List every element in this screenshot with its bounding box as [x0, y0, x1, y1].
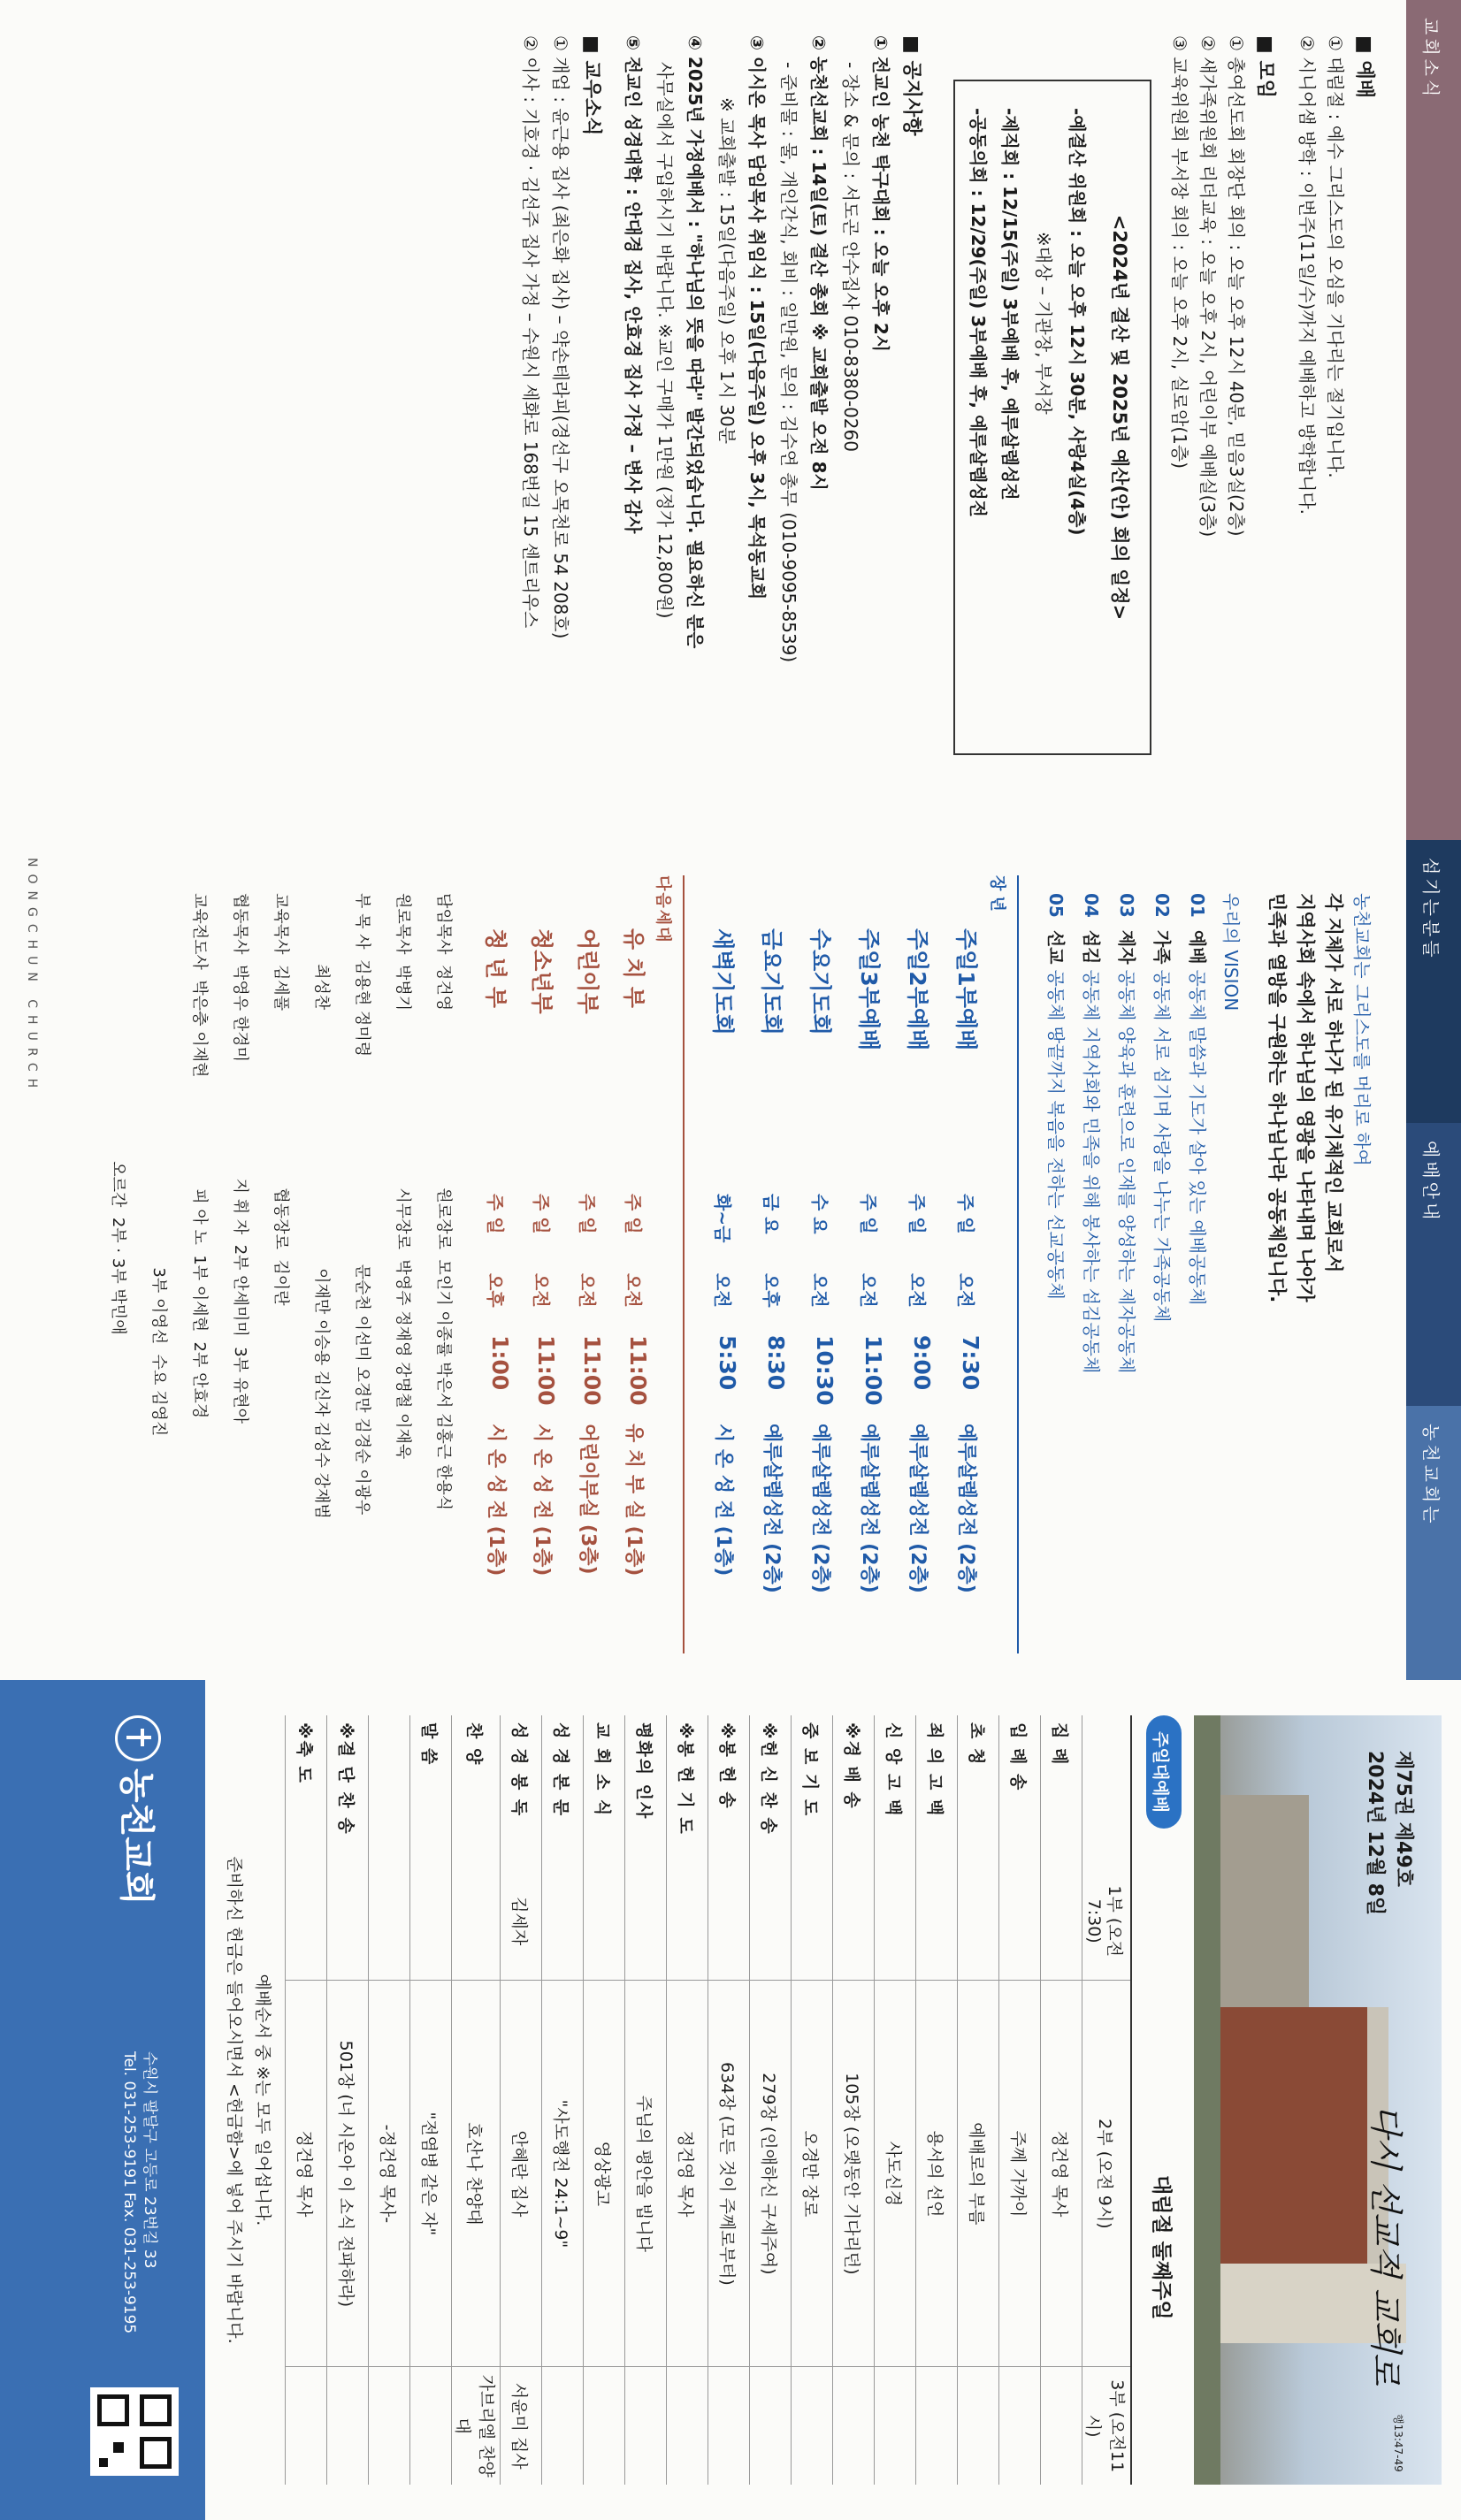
order-cell [369, 2367, 410, 2485]
order-cell: 영상광고 [584, 1981, 625, 2367]
notice-item-6: ※ 교회출발 : 15일(다음주일) 오후 1시 30분 [716, 97, 738, 445]
order-cell: 주께 가까이 [999, 1981, 1041, 2367]
order-cell [667, 2367, 708, 2485]
vision-number: 02 [1151, 893, 1173, 918]
order-cell: 501장 (너 시온아 이 소식 전파하라) [327, 1981, 369, 2367]
order-cell [410, 1862, 452, 1981]
order-row [792, 1715, 833, 2485]
budget-line-2: ※대상 – 기관장, 부서장 [1033, 232, 1054, 415]
schedule-cell: 주일3부예배 [856, 928, 882, 1051]
schedule-row [838, 928, 886, 1653]
order-label [369, 1715, 410, 1862]
schedule-cell: 금요기도회 [759, 928, 784, 1035]
order-label: ※봉 헌 기 도 [667, 1715, 708, 1862]
vision-text: 공동체 지역사회와 민족을 위해 봉사하는 섬김공동체 [1081, 969, 1102, 1374]
schedule-row [513, 928, 559, 1653]
order-row [286, 1715, 327, 2485]
order-cell: -정건영 목사- [369, 1981, 410, 2367]
vision-item [1080, 893, 1105, 1373]
schedule-cell: 시 온 성 전 (1층) [712, 1424, 734, 1577]
order-row [625, 1715, 667, 2485]
staff-line: 협동목사 박영우 한경미 지 휘 자 2부 안세미미 3부 유현아 [231, 893, 249, 1424]
next-divider [683, 875, 685, 1653]
order-cell [452, 1862, 501, 1981]
order-cell: 정건영 목사 [286, 1981, 327, 2367]
schedule-cell: 오전 [531, 1273, 552, 1308]
worship-title: ■ 예배 [1353, 35, 1375, 98]
logo-cross-horizontal [141, 1729, 144, 1746]
order-row [999, 1715, 1041, 2485]
order-cell [1041, 1862, 1082, 1981]
cover-panel [0, 1680, 1461, 2520]
order-row [916, 1715, 958, 2485]
order-cell [327, 1862, 369, 1981]
order-cell: 가브리엘 찬양대 [452, 2367, 501, 2485]
order-cell [327, 2367, 369, 2485]
order-label: 말 씀 [410, 1715, 452, 1862]
order-cell [999, 1862, 1041, 1981]
schedule-row [935, 928, 983, 1653]
order-of-worship [285, 1715, 1132, 2485]
schedule-cell: 주일1부예배 [953, 928, 979, 1051]
order-cell [369, 1862, 410, 1981]
order-cell [833, 2367, 875, 2485]
schedule-cell: 새벽기도회 [710, 928, 736, 1035]
order-head-blank [1082, 1715, 1132, 1862]
order-cell [286, 1862, 327, 1981]
order-cell: 정건영 목사 [1041, 1981, 1082, 2367]
order-cell [916, 1862, 958, 1981]
order-label: 중 보 기 도 [792, 1715, 833, 1862]
issue-date: 2024년 12월 8일 [1364, 1751, 1386, 1916]
order-label: 성 경 본 문 [542, 1715, 584, 1862]
order-cell: 서윤미 집사 [501, 2367, 542, 2485]
order-row [501, 1715, 542, 2485]
schedule-row [740, 928, 789, 1653]
budget-schedule-box [953, 80, 1151, 755]
order-cell: "사도행전 24:1~9" [542, 1981, 584, 2367]
member-news-title: ■ 교우소식 [580, 35, 602, 136]
intro-line-2: 각 지체가 서로 하나가 된 유기체적인 교회로서 [1323, 893, 1344, 1273]
schedule-cell: 청소년부 [529, 928, 555, 1014]
order-cell [750, 1862, 792, 1981]
order-label: 성 경 봉 독 [501, 1715, 542, 1862]
worship-item-1: ① 대림절 : 예수 그리스도의 오심을 기다리는 절기입니다. [1325, 35, 1346, 478]
qr-finder-3 [97, 2394, 129, 2426]
building-brick-wall [1194, 2007, 1371, 2272]
staff-line: 오르간 2부 · 3부 박민애 [109, 893, 127, 1335]
vision-head: 가족 [1151, 929, 1173, 965]
schedule-cell: 시 온 성 전 (1층) [485, 1424, 507, 1577]
worship-item-2: ② 시니어샘 방학 : 이번주(11일/수)까지 예배하고 방학합니다. [1297, 35, 1318, 515]
budget-box-title: <2024년 결산 및 2025년 예산(안) 회의 일정> [1109, 214, 1130, 621]
vision-title: 우리의 VISION [1220, 893, 1242, 1012]
church-building-photo [1194, 1715, 1442, 2485]
schedule-cell: 주 일 [623, 1194, 644, 1234]
order-label: 찬 양 [452, 1715, 501, 1862]
order-cell [625, 1862, 667, 1981]
cover-footer [0, 1680, 205, 2520]
ministry-bar-label: 섬기는분들 [1420, 858, 1442, 961]
order-cell [584, 1862, 625, 1981]
slogan: 다시 선교적 교회로 [1366, 2104, 1405, 2386]
order-cell: 사도신경 [875, 1981, 916, 2367]
intro-line-3: 지역사회 속에서 하나님의 영광을 나타내며 나아가 [1295, 893, 1316, 1302]
staff-line: 교육전도사 박은충 이재현 피 아 노 1부 이세현 2부 안효경 [190, 893, 209, 1419]
staff-line: 부 목 사 김용현 정미령 문순천 이선미 오경만 김경순 이광우 [353, 893, 371, 1516]
offering-note: 준비하신 헌금은 들어오시면서 <헌금함>에 넣어 주시기 바랍니다. [225, 1856, 244, 2344]
order-cell: 주님의 평안을 빕니다 [625, 1981, 667, 2367]
schedule-cell: 예루살렘성전 (2층) [858, 1424, 880, 1593]
staff-line: 최성찬 이재만 이승용 김신자 김성수 강재범 [312, 893, 331, 1519]
notice-item-8: 사무실에서 구입하시기 바랍니다. ※교인 구매가 1만원 (정가 12,800원) [654, 62, 676, 619]
schedule-cell: 주일2부예배 [905, 928, 930, 1051]
schedule-row [467, 928, 513, 1653]
order-label: ※축 도 [286, 1715, 327, 1862]
order-cell [410, 2367, 452, 2485]
order-cell: 예배로의 부름 [958, 1981, 999, 2367]
vision-text: 공동체 땅끝까지 복음을 전하는 선교공동체 [1045, 969, 1067, 1300]
vision-number: 05 [1045, 893, 1067, 918]
church-bar-label: 농천교회는 [1420, 1424, 1442, 1527]
order-cell: 김세자 [501, 1862, 542, 1981]
order-row [452, 1715, 501, 2485]
issue-number: 제75권 제49호 [1392, 1751, 1414, 1887]
order-label: 신 앙 고 백 [875, 1715, 916, 1862]
schedule-cell: 오전 [809, 1273, 830, 1308]
schedule-cell: 주 일 [531, 1194, 552, 1234]
schedule-cell: 8:30 [763, 1335, 789, 1391]
order-cell [542, 2367, 584, 2485]
order-row [584, 1715, 625, 2485]
vision-head: 예배 [1187, 929, 1208, 965]
standing-note: 예배순서 중 ※는 모두 일어섭니다. [253, 1974, 272, 2226]
vision-text: 공동체 서로 섬기며 사랑을 나누는 가족공동체 [1151, 969, 1173, 1323]
vision-item [1151, 893, 1176, 1322]
adult-divider [1017, 875, 1019, 1653]
order-cell: 279장 (인애하신 구세주여) [750, 1981, 792, 2367]
order-cell [958, 1862, 999, 1981]
schedule-cell: 오전 [858, 1273, 879, 1308]
vision-head: 제자 [1116, 929, 1137, 965]
order-cell: 정건영 목사 [667, 1981, 708, 2367]
schedule-cell: 주 일 [955, 1194, 976, 1234]
schedule-cell: 유 치 부 [621, 928, 646, 1008]
schedule-cell: 11:00 [625, 1335, 651, 1406]
meeting-title: ■ 모임 [1254, 35, 1276, 98]
schedule-cell: 9:00 [909, 1335, 935, 1391]
schedule-cell: 수요기도회 [807, 928, 833, 1035]
notice-item-9: ⑤ 전교인 성경대학 : 안대경 집사, 안효경 집사 가정 – 변사 감사 [623, 35, 644, 534]
photo-ground [1194, 1715, 1220, 2485]
order-head-1st: 1부 (오전7:30) [1082, 1862, 1132, 1981]
church-info-panel [0, 840, 1461, 1680]
order-row [410, 1715, 452, 2485]
qr-code-icon[interactable] [90, 2387, 179, 2476]
order-cell: "전염병 같은 자" [410, 1981, 452, 2367]
slogan-reference: 행13:47-49 [1392, 2414, 1404, 2472]
order-cell [708, 1862, 750, 1981]
order-cell: 호산나 찬양대 [452, 1981, 501, 2367]
order-label: 평화의 인사 [625, 1715, 667, 1862]
meeting-item-3: ③ 교육위원회 부서장 회의 : 오늘 오후 2시, 실로암(1층) [1169, 35, 1190, 470]
order-label: 집 례 [1041, 1715, 1082, 1862]
schedule-cell: 어린이부 [575, 928, 600, 1014]
schedule-cell: 7:30 [958, 1335, 983, 1391]
schedule-cell: 청 년 부 [483, 928, 509, 1008]
schedule-cell: 11:00 [533, 1335, 559, 1406]
schedule-cell: 화~금 [712, 1194, 733, 1243]
order-label: 입 례 송 [999, 1715, 1041, 1862]
church-logo-icon [115, 1715, 161, 1761]
order-cell [625, 2367, 667, 2485]
church-english-name: NONGCHUN CHURCH [25, 858, 39, 1096]
order-cell [999, 2367, 1041, 2485]
order-cell [916, 2367, 958, 2485]
order-row [1041, 1715, 1082, 2485]
schedule-row [559, 928, 605, 1653]
schedule-cell: 금 요 [761, 1194, 782, 1234]
schedule-cell: 유 치 부 실 (1층) [623, 1424, 645, 1577]
schedule-cell: 수 요 [809, 1194, 830, 1234]
schedule-cell: 예루살렘성전 (2층) [906, 1424, 929, 1593]
order-row [667, 1715, 708, 2485]
qr-module [99, 2458, 108, 2467]
church-address: 수원시 팔달구 고등로 23번길 33 [141, 2051, 158, 2269]
vision-item [1044, 893, 1070, 1300]
order-head-2nd: 2부 (오전 9시) [1082, 1981, 1132, 2367]
schedule-cell: 10:30 [812, 1335, 838, 1406]
vision-text: 공동체 양육과 훈련으로 인재를 양성하는 제자공동체 [1116, 969, 1137, 1374]
schedule-cell: 오후 [485, 1273, 506, 1308]
schedule-cell: 오전 [623, 1273, 644, 1308]
schedule-cell: 어린이부실 (3층) [577, 1424, 599, 1575]
schedule-cell: 주 일 [858, 1194, 879, 1234]
staff-line: 3부 이영선 수요 김영진 [149, 893, 168, 1437]
notice-item-1: ① 전교인 농천 탁구대회 : 오늘 오후 2시 [870, 35, 891, 353]
meeting-item-1: ① 총여선도회 회장단 회의 : 오늘 오후 12시 40분, 믿음3실(2층) [1226, 35, 1247, 537]
notice-item-5: ③ 이시온 목사 담임목사 취임식 : 15일(다음주일) 오후 3시, 목석동교회 [746, 35, 768, 600]
order-row [369, 1715, 410, 2485]
schedule-cell: 시 온 성 전 (1층) [531, 1424, 553, 1577]
next-gen-label: 다음세대 [654, 875, 672, 944]
notice-title: ■ 공지사항 [900, 35, 922, 136]
notice-item-7: ④ 2025년 가정예배서 : "하나님의 뜻을 따라" 발간되었습니다. 필요하신 분은 [685, 35, 706, 649]
schedule-cell: 5:30 [715, 1335, 740, 1391]
order-label: ※헌 신 찬 송 [750, 1715, 792, 1862]
service-badge-label: 주일대예배 [1151, 1731, 1170, 1813]
church-phone: Tel. 031-253-9191 Fax. 031-253-9195 [120, 2051, 138, 2334]
schedule-cell: 1:00 [487, 1335, 513, 1391]
logo-cross-vertical [126, 1736, 151, 1739]
order-cell: 안혜란 집사 [501, 1981, 542, 2367]
order-cell: 105장 (오랫동안 기다리던) [833, 1981, 875, 2367]
notice-item-2: - 장소 & 문의 : 서도곤 안수집사 010-8380-0260 [840, 62, 861, 452]
schedule-cell: 예루살렘성전 (2층) [955, 1424, 977, 1593]
staff-line: 담임목사 정건영 원로장로 모인기 이종률 박은서 김홍근 한용식 [434, 893, 453, 1511]
staff-line: 원로목사 박병기 시무장로 박영주 정재영 강명철 이재욱 [394, 893, 412, 1460]
order-label: 죄 의 고 백 [916, 1715, 958, 1862]
news-tab-label: 교회소식 [1420, 18, 1442, 101]
schedule-row [692, 928, 740, 1653]
liturgical-week: 대림절 둘째주일 [1150, 2175, 1173, 2320]
order-row [708, 1715, 750, 2485]
order-label: ※결 단 찬 송 [327, 1715, 369, 1862]
order-row [958, 1715, 999, 2485]
order-cell [1041, 2367, 1082, 2485]
schedule-cell: 오후 [761, 1273, 782, 1308]
vision-head: 선교 [1045, 929, 1067, 965]
notice-item-4: - 준비물 : 물, 개인간식, 회비 : 일만원, 문의 : 김수연 총무 (010-9095-8539) [778, 62, 799, 663]
member-news-item-1: ① 개업 : 윤근용 집사 (최은화 집사) – 약손테라피(경선구 오목천로 54 208호) [550, 35, 571, 639]
schedule-cell: 예루살렘성전 (2층) [809, 1424, 831, 1593]
notice-item-3: ② 농천선교회 : 14일(토) 결산 총회 ※ 교회출발 오전 8시 [808, 35, 830, 491]
order-cell: 634장 (모든 것이 주께로부터) [708, 1981, 750, 2367]
schedule-cell: 11:00 [579, 1335, 605, 1406]
adult-label: 장년 [988, 875, 1006, 917]
vision-item [1115, 893, 1141, 1373]
intro-line-1: 농천교회는 그리스도를 머리로 하여 [1351, 893, 1373, 1166]
vision-text: 공동체 말씀과 기도가 살아 있는 예배공동체 [1187, 969, 1208, 1306]
vision-number: 03 [1116, 893, 1137, 918]
schedule-row [605, 928, 651, 1653]
order-cell [958, 2367, 999, 2485]
order-cell [792, 2367, 833, 2485]
meeting-item-2: ② 새가족위원회 리더교육 : 오늘 오후 2시, 어린이부 예배실(3층) [1197, 35, 1219, 538]
vision-number: 01 [1187, 893, 1208, 918]
order-cell [667, 1862, 708, 1981]
service-badge [1146, 1715, 1182, 1829]
qr-finder-2 [140, 2437, 172, 2469]
order-label: ※경 배 송 [833, 1715, 875, 1862]
schedule-cell: 오전 [955, 1273, 976, 1308]
qr-module [113, 2442, 124, 2453]
schedule-row [789, 928, 838, 1653]
news-header-bar [1406, 0, 1461, 840]
order-label: 초 청 [958, 1715, 999, 1862]
schedule-cell: 주 일 [577, 1194, 598, 1234]
intro-line-4: 민족과 열방을 구원하는 하나님나라 공동체입니다. [1266, 893, 1288, 1303]
budget-line-1: -예결산 위원회 : 오늘 오후 12시 30분, 사랑4실(4층) [1067, 108, 1088, 536]
order-cell [584, 2367, 625, 2485]
order-cell [875, 1862, 916, 1981]
order-cell [708, 2367, 750, 2485]
order-cell: 오경만 장로 [792, 1981, 833, 2367]
schedule-cell: 오전 [577, 1273, 598, 1308]
order-cell [875, 2367, 916, 2485]
vision-item [1186, 893, 1212, 1305]
order-cell [542, 1862, 584, 1981]
vision-number: 04 [1081, 893, 1102, 918]
schedule-cell: 11:00 [861, 1335, 886, 1406]
order-row [875, 1715, 916, 2485]
schedule-cell: 오전 [712, 1273, 733, 1308]
order-row [833, 1715, 875, 2485]
budget-line-3: -제직회 : 12/15(주일) 3부예배 후, 예루살렘성전 [999, 108, 1021, 500]
order-cell: 용서의 선언 [916, 1981, 958, 2367]
budget-line-4: -공동의회 : 12/29(주일) 3부예배 후, 예루살렘성전 [968, 108, 989, 517]
order-label: ※봉 헌 송 [708, 1715, 750, 1862]
schedule-cell: 주 일 [906, 1194, 928, 1234]
church-news-panel [0, 0, 1461, 840]
schedule-bar-label: 예배안내 [1420, 1141, 1442, 1224]
order-label: 교 회 소 식 [584, 1715, 625, 1862]
order-row [327, 1715, 369, 2485]
church-logo-name: 농천교회 [116, 1768, 157, 1905]
order-cell [833, 1862, 875, 1981]
order-row [542, 1715, 584, 2485]
order-cell [792, 1862, 833, 1981]
member-news-item-2: ② 이사 : 기호경 · 김선주 집사 가정 – 수원시 세화로 168번길 15 센트리우스 [520, 35, 541, 629]
schedule-cell: 오전 [906, 1273, 928, 1308]
qr-finder-1 [140, 2394, 172, 2426]
staff-line: 교육목사 김세풀 협동장로 김이란 [272, 893, 290, 1306]
order-row [750, 1715, 792, 2485]
order-cell [286, 2367, 327, 2485]
order-head-3rd: 3부 (오전11시) [1082, 2367, 1132, 2485]
schedule-cell: 예루살렘성전 (2층) [761, 1424, 783, 1593]
schedule-cell: 주 일 [485, 1194, 506, 1234]
vision-head: 섬김 [1081, 929, 1102, 965]
order-cell [750, 2367, 792, 2485]
schedule-row [886, 928, 935, 1653]
